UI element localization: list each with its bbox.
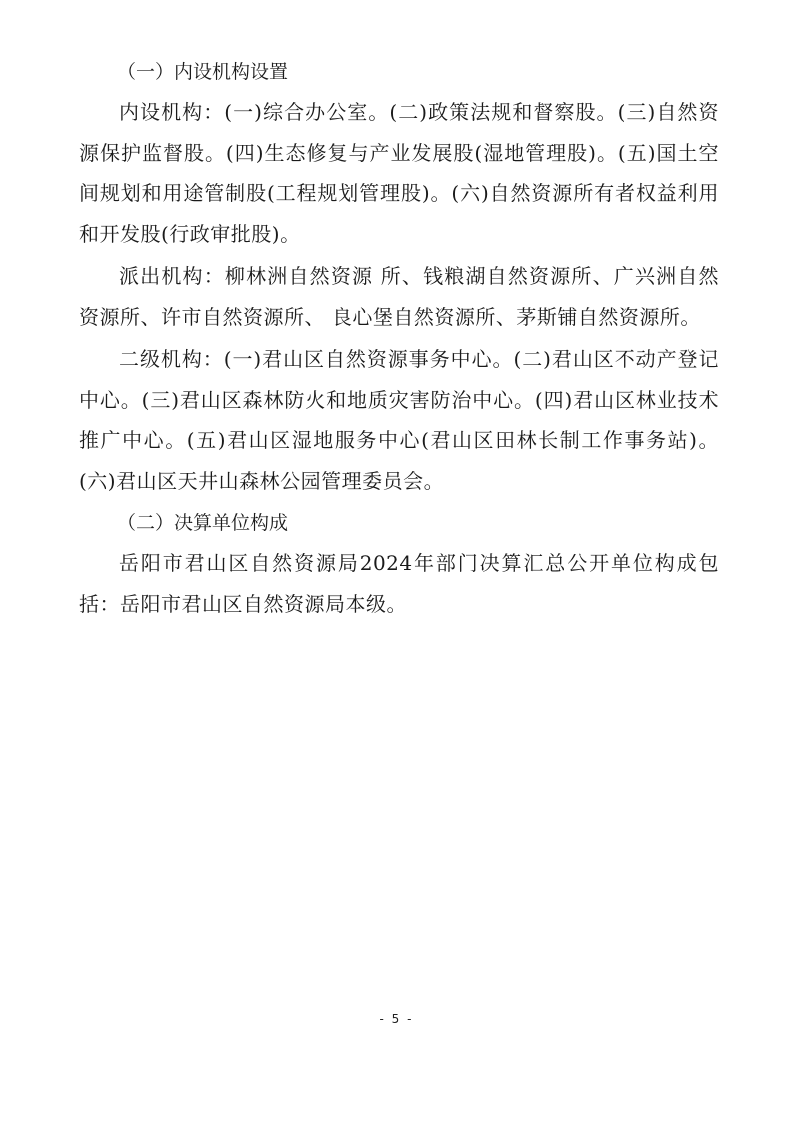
paragraph-dispatched-units: 派出机构：柳林洲自然资源 所、钱粮湖自然资源所、广兴洲自然资源所、许市自然资源所、 良心堡自然资源所、茅斯铺自然资源所。: [79, 264, 719, 329]
page-number: - 5 -: [379, 1012, 414, 1026]
section-heading-internal-structure: （一）内设机构设置: [117, 61, 289, 83]
paragraph-internal-units: 内设机构：(一)综合办公室。(二)政策法规和督察股。(三)自然资源保护监督股。(四)生态修复与产业发展股(湿地管理股)。(五)国土空间规划和用途管制股(工程规划管理股)。(六)自然资源所有者权益利用和开发股(行政审批股)。: [79, 100, 719, 246]
document-body: [79, 52, 719, 626]
paragraph-budget-units: 岳阳市君山区自然资源局2024年部门决算汇总公开单位构成包括：岳阳市君山区自然资源局本级。: [79, 551, 719, 616]
section-heading-budget-units: （二）决算单位构成: [117, 512, 289, 534]
paragraph-secondary-units: 二级机构：(一)君山区自然资源事务中心。(二)君山区不动产登记中心。(三)君山区森林防火和地质灾害防治中心。(四)君山区林业技术推广中心。(五)君山区湿地服务中心(君山区田林长制工作事务站)。(六)君山区天井山森林公园管理委员会。: [79, 347, 719, 493]
